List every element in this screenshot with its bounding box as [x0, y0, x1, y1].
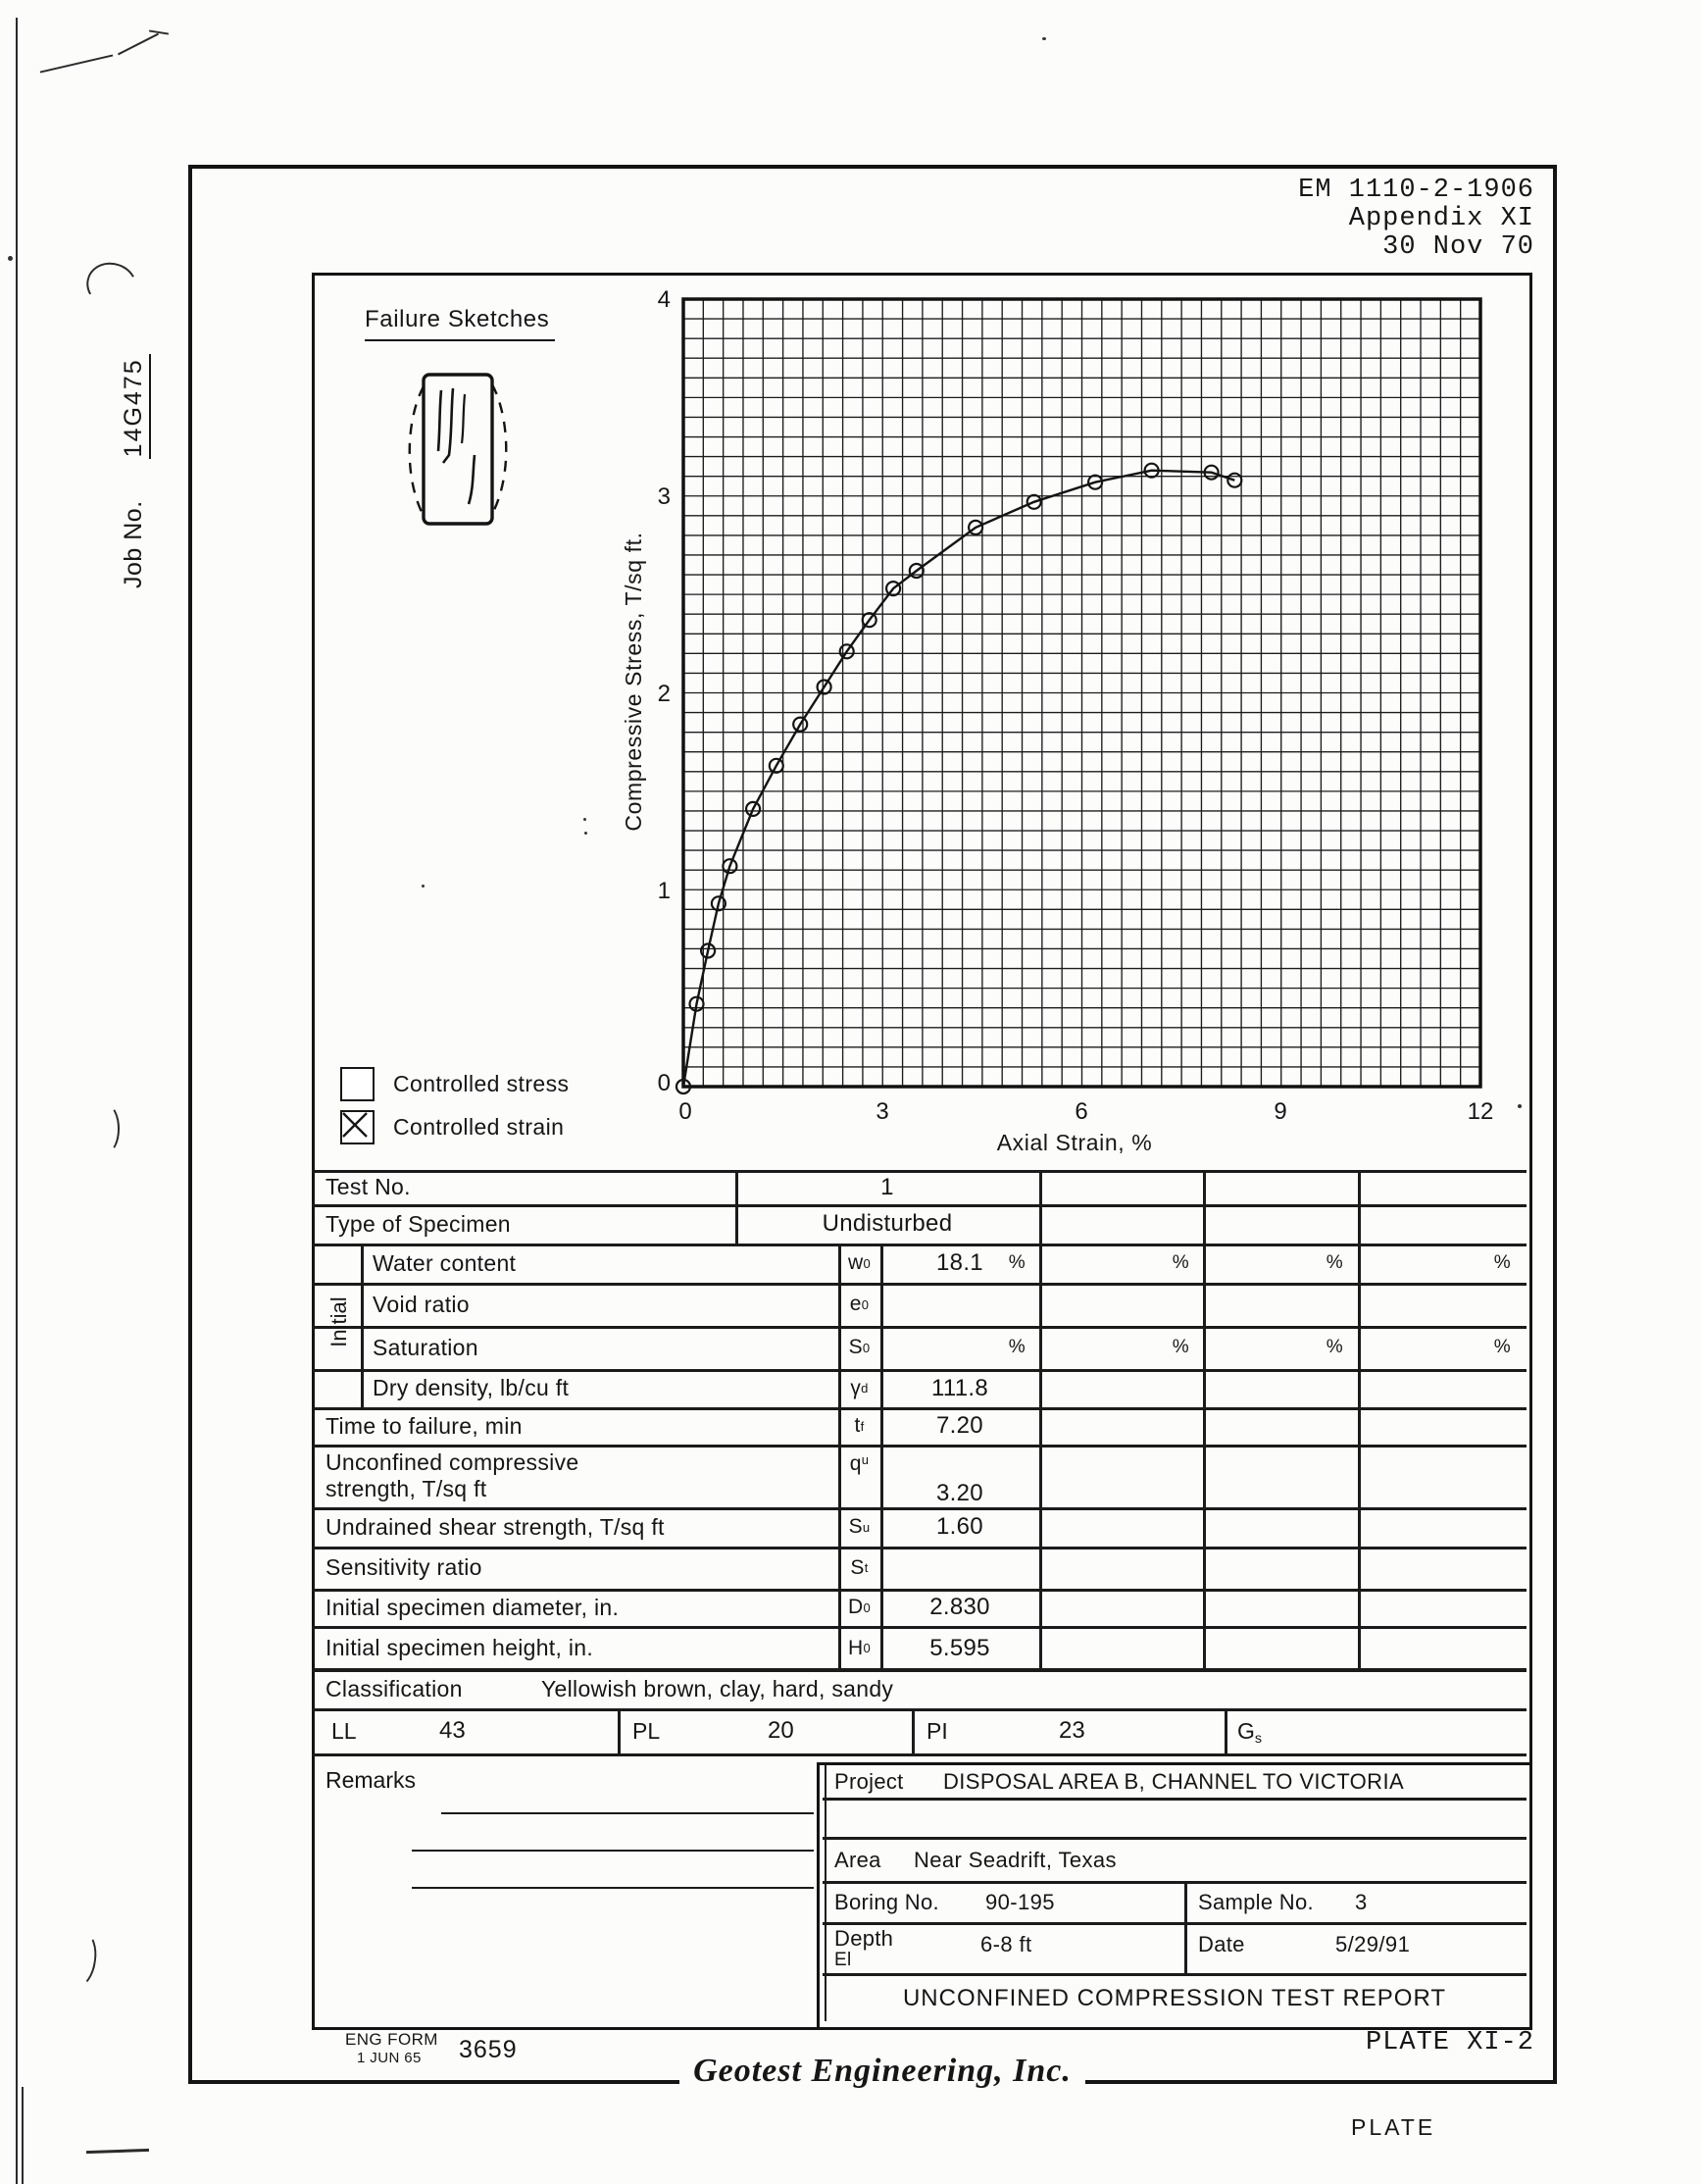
row-label: Void ratio — [373, 1291, 470, 1317]
el-label: El — [834, 1950, 852, 1970]
value-col1: 111.8 — [931, 1374, 988, 1401]
percent-sign: % — [1493, 1252, 1511, 1273]
row-label: Initial specimen diameter, in. — [325, 1594, 620, 1620]
y-tick: 3 — [657, 483, 671, 510]
ll-label: LL — [331, 1718, 357, 1744]
em-number: EM 1110-2-1906 — [1298, 176, 1534, 205]
table-row-time-to-failure — [312, 1407, 1527, 1445]
controlled-stress-label: Controlled stress — [393, 1071, 570, 1096]
company-name — [627, 2053, 1137, 2090]
row-symbol — [838, 1547, 880, 1589]
percent-sign: % — [1172, 1337, 1189, 1357]
stress-strain-plot — [683, 299, 1480, 1087]
symbol-sub: d — [861, 1381, 869, 1396]
symbol-sub: t — [864, 1560, 869, 1575]
boring-no-value: 90-195 — [985, 1890, 1055, 1914]
scan-speck — [8, 256, 13, 261]
row-symbol — [838, 1244, 880, 1283]
classification-label: Classification — [325, 1676, 463, 1701]
company-name-text: Geotest Engineering, Inc. — [679, 2053, 1085, 2089]
symbol-sub: u — [862, 1519, 871, 1535]
job-no-value: 14G475 — [120, 354, 151, 459]
value-col1: 18.1 — [936, 1249, 983, 1276]
symbol: S — [848, 1336, 863, 1358]
table-row-void-ratio — [312, 1283, 1527, 1326]
symbol: w — [847, 1251, 864, 1274]
symbol: H — [847, 1636, 864, 1659]
document-header — [1078, 177, 1534, 262]
value-col1: 1.60 — [936, 1513, 983, 1540]
percent-sign: % — [1008, 1252, 1026, 1273]
torn-edge-line — [22, 2087, 24, 2184]
project-box-double-line — [825, 1765, 826, 2021]
x-tick: 0 — [678, 1098, 692, 1125]
eng-form-date: 1 JUN 65 — [357, 2050, 422, 2066]
table-row-specimen-diameter — [312, 1589, 1527, 1626]
symbol: G — [1237, 1718, 1255, 1744]
remarks-line — [441, 1812, 814, 1814]
row-label: Initial specimen height, in. — [325, 1635, 594, 1660]
project-box-line — [823, 1881, 1527, 1884]
y-tick: 1 — [657, 878, 671, 904]
remarks-line — [412, 1850, 814, 1852]
table-row-atterberg — [312, 1708, 1527, 1753]
symbol-sub: s — [1254, 1730, 1263, 1747]
symbol-sub: 0 — [863, 1600, 871, 1615]
project-box-line — [823, 1798, 1527, 1801]
row-label: Water content — [373, 1249, 517, 1276]
test-no-value: 1 — [880, 1173, 894, 1200]
pi-value: 23 — [1059, 1717, 1085, 1744]
table-row-undrained-strength — [312, 1507, 1527, 1547]
percent-sign: % — [1326, 1252, 1343, 1273]
symbol: D — [847, 1596, 864, 1618]
percent-sign: % — [1326, 1337, 1343, 1357]
row-symbol — [838, 1326, 880, 1369]
gs-label — [1237, 1718, 1262, 1747]
x-tick: 12 — [1467, 1098, 1494, 1125]
controlled-stress-checkbox — [340, 1067, 375, 1101]
report-title: UNCONFINED COMPRESSION TEST REPORT — [902, 1985, 1447, 2011]
row-symbol — [838, 1283, 880, 1326]
row-label: Saturation — [373, 1334, 478, 1360]
job-number — [120, 302, 148, 588]
row-label: Type of Specimen — [325, 1210, 511, 1237]
symbol-sub: 0 — [863, 1641, 871, 1655]
table-row-test-no — [312, 1170, 1527, 1204]
date-label: Date — [1198, 1932, 1245, 1956]
pl-value: 20 — [768, 1717, 794, 1744]
eng-form-block — [345, 2030, 438, 2067]
project-box-line — [1184, 1881, 1187, 1973]
x-mark-icon — [342, 1112, 368, 1138]
x-tick: 9 — [1274, 1098, 1287, 1125]
project-box-line — [823, 1922, 1527, 1925]
symbol-sub: 0 — [861, 1296, 870, 1312]
row-label: Time to failure, min — [325, 1412, 523, 1439]
pi-label: PI — [926, 1718, 948, 1744]
scan-scuff — [86, 2149, 149, 2154]
controlled-strain-label: Controlled strain — [393, 1114, 565, 1140]
y-tick: 0 — [657, 1070, 671, 1096]
table-row-sensitivity — [312, 1547, 1527, 1589]
project-box-line — [823, 1837, 1527, 1840]
symbol-sub: 0 — [863, 1255, 871, 1271]
y-axis-label: Compressive Stress, T/sq ft. — [621, 532, 646, 832]
row-symbol — [838, 1507, 880, 1547]
row-label — [325, 1445, 831, 1507]
symbol-sub: u — [861, 1452, 870, 1467]
boring-no-label: Boring No. — [834, 1890, 939, 1914]
row-label: Undrained shear strength, T/sq ft — [325, 1513, 665, 1540]
symbol: S — [848, 1515, 863, 1538]
date-value: 5/29/91 — [1335, 1932, 1411, 1956]
row-symbol — [838, 1626, 880, 1670]
sample-no-label: Sample No. — [1198, 1890, 1314, 1914]
percent-sign: % — [1493, 1337, 1511, 1357]
plate-word: PLATE — [1351, 2114, 1436, 2140]
sample-no-value: 3 — [1355, 1890, 1368, 1914]
symbol: q — [849, 1452, 862, 1475]
remarks-line — [412, 1887, 814, 1889]
percent-sign: % — [1008, 1337, 1026, 1357]
ll-value: 43 — [439, 1717, 466, 1744]
table-row-dry-density — [312, 1369, 1527, 1407]
row-symbol — [838, 1369, 880, 1407]
row-label-line2: strength, T/sq ft — [325, 1476, 487, 1501]
y-tick: 2 — [657, 681, 671, 707]
table-row-classification — [312, 1670, 1527, 1708]
failure-sketches-title: Failure Sketches — [365, 306, 555, 341]
row-label: Dry density, lb/cu ft — [373, 1375, 570, 1400]
table-row-specimen-height — [312, 1626, 1527, 1670]
scan-speck — [1042, 37, 1046, 40]
x-axis-label: Axial Strain, % — [996, 1130, 1153, 1155]
project-value: DISPOSAL AREA B, CHANNEL TO VICTORIA — [943, 1769, 1405, 1794]
value-col1: 3.20 — [936, 1480, 983, 1506]
classification-value: Yellowish brown, clay, hard, sandy — [541, 1676, 894, 1701]
initial-group-label: Initial — [326, 1296, 351, 1347]
symbol-sub: 0 — [862, 1340, 871, 1355]
table-line — [312, 1753, 1527, 1756]
punch-hole-mark — [94, 1104, 120, 1153]
row-symbol — [838, 1589, 880, 1626]
project-box-line — [823, 1973, 1527, 1976]
controlled-strain-checkbox-checked — [340, 1110, 375, 1144]
symbol: γ — [850, 1376, 862, 1399]
form-number: 3659 — [459, 2036, 518, 2063]
symbol: e — [849, 1293, 862, 1315]
y-tick: 4 — [657, 286, 671, 313]
symbol: S — [850, 1555, 865, 1579]
area-label: Area — [834, 1848, 881, 1872]
percent-sign: % — [1172, 1252, 1189, 1273]
appendix: Appendix XI — [1348, 204, 1534, 233]
torn-edge-line — [16, 18, 18, 2184]
punch-hole-mark — [63, 1930, 100, 1989]
remarks-label: Remarks — [325, 1767, 417, 1793]
scan-scuff — [40, 54, 114, 73]
area-value: Near Seadrift, Texas — [914, 1848, 1117, 1872]
depth-value: 6-8 ft — [980, 1932, 1032, 1956]
table-row-unconfined-strength — [312, 1445, 1527, 1507]
table-row-saturation — [312, 1326, 1527, 1369]
row-label-line1: Unconfined compressive — [325, 1449, 579, 1475]
table-row-water-content — [312, 1244, 1527, 1283]
pl-label: PL — [632, 1718, 661, 1744]
job-no-label: Job No. — [120, 500, 147, 588]
value-col1: 7.20 — [936, 1412, 983, 1439]
specimen-type-value: Undisturbed — [822, 1210, 953, 1237]
eng-form-label: ENG FORM — [345, 2030, 438, 2049]
value-col1: 5.595 — [929, 1634, 990, 1661]
row-label: Test No. — [325, 1174, 411, 1199]
row-label: Sensitivity ratio — [325, 1554, 482, 1580]
row-symbol — [838, 1445, 880, 1515]
table-row-type — [312, 1204, 1527, 1244]
row-symbol — [838, 1407, 880, 1445]
plate-id: PLATE XI-2 — [1365, 2028, 1534, 2057]
x-tick: 3 — [876, 1098, 889, 1125]
header-date: 30 Nov 70 — [1382, 232, 1534, 262]
symbol-sub: f — [860, 1418, 865, 1434]
x-tick: 6 — [1075, 1098, 1088, 1125]
value-col1: 2.830 — [929, 1594, 990, 1620]
project-label: Project — [834, 1769, 904, 1794]
scan-scuff — [118, 33, 159, 56]
symbol: t — [854, 1414, 861, 1437]
depth-label: Depth — [834, 1926, 894, 1951]
failure-sketch — [394, 361, 531, 537]
